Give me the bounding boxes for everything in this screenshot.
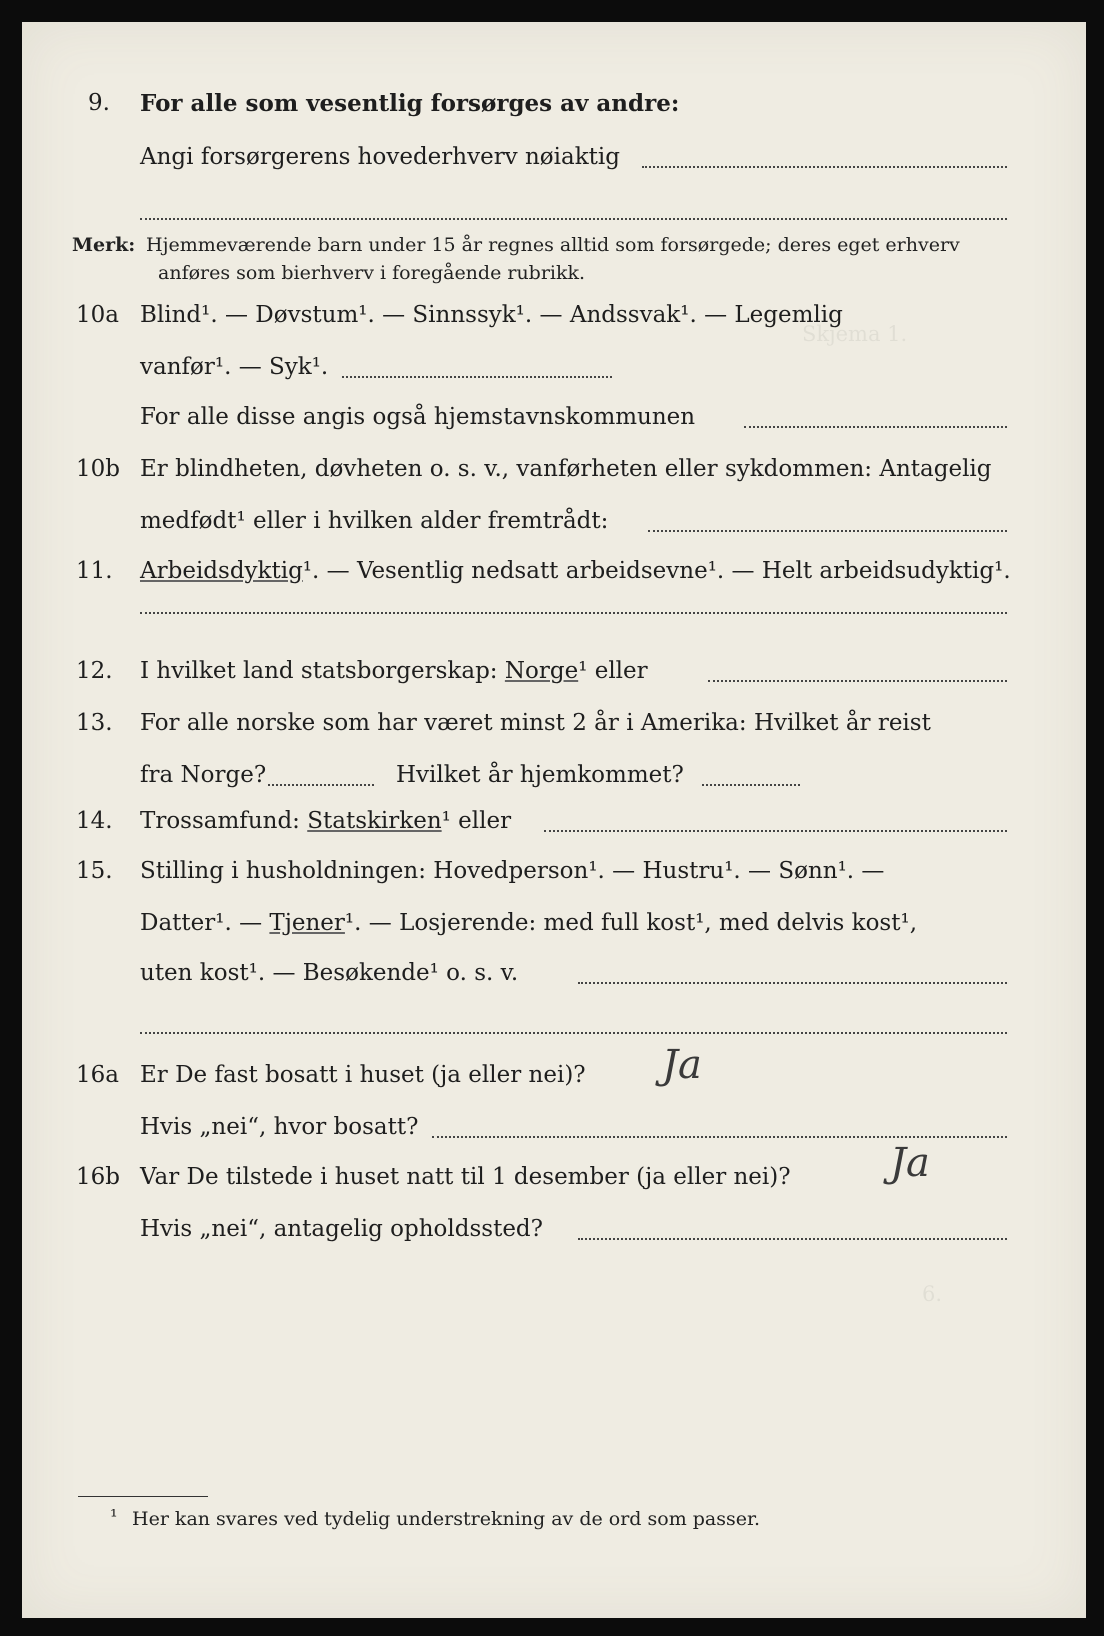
question-10a-line-3: For alle disse angis også hjemstavnskommunen [140, 404, 696, 430]
question-11-number: 11. [76, 558, 113, 584]
question-13-line-1: For alle norske som har været minst 2 år i Amerika: Hvilket år reist [140, 710, 931, 736]
answer-line-14[interactable] [544, 830, 1007, 832]
question-9-number: 9. [88, 90, 110, 116]
question-10a-line-2: vanfør¹. — Syk¹. [140, 354, 329, 380]
question-16b-number: 16b [76, 1164, 120, 1190]
merk-line-2: anføres som bierhverv i foregående rubrikk. [158, 262, 586, 284]
question-16b-line-1: Var De tilstede i huset natt til 1 desember (ja eller nei)? [140, 1164, 791, 1190]
question-10a-line-1: Blind¹. — Døvstum¹. — Sinnssyk¹. — Andssvak¹. — Legemlig [140, 302, 843, 328]
question-16b-line-2: Hvis „nei“, antagelig opholdssted? [140, 1216, 543, 1242]
question-15-line-3: uten kost¹. — Besøkende¹ o. s. v. [140, 960, 519, 986]
question-9-title: For alle som vesentlig forsørges av andre: [140, 90, 680, 117]
answer-line-15b[interactable] [140, 1032, 1007, 1034]
question-13-line-2a: fra Norge? [140, 762, 267, 788]
bleed-through-text: 6. [922, 1282, 943, 1306]
answer-line-9b[interactable] [140, 218, 1007, 220]
question-15-number: 15. [76, 858, 113, 884]
question-16a-line-2: Hvis „nei“, hvor bosatt? [140, 1114, 419, 1140]
question-14-number: 14. [76, 808, 113, 834]
question-10b-line-2: medfødt¹ eller i hvilken alder fremtrådt: [140, 508, 609, 534]
answer-line-10b[interactable] [648, 530, 1007, 532]
answer-line-13-hjemkommet[interactable] [702, 784, 800, 786]
question-10b-line-1: Er blindheten, døvheten o. s. v., vanførheten eller sykdommen: Antagelig [140, 456, 992, 482]
option-arbeidsdyktig[interactable]: Arbeidsdyktig [140, 558, 303, 584]
question-9-line: Angi forsørgerens hovederhverv nøiaktig [140, 144, 620, 170]
answer-line-10a-hjemstavn[interactable] [744, 426, 1007, 428]
answer-line-16b[interactable] [578, 1238, 1007, 1240]
question-16a-number: 16a [76, 1062, 119, 1088]
answer-line-10a[interactable] [342, 376, 612, 378]
footnote-mark: ¹ [110, 1506, 118, 1528]
question-12-number: 12. [76, 658, 113, 684]
footnote-text: Her kan svares ved tydelig understrekning av de ord som passer. [132, 1508, 761, 1530]
question-14-line: Trossamfund: Statskirken¹ eller [140, 808, 512, 834]
form-page [22, 22, 1086, 1618]
answer-line-13-reist[interactable] [268, 784, 374, 786]
footnote-rule [78, 1496, 208, 1497]
question-13-line-2b: Hvilket år hjemkommet? [396, 762, 684, 788]
handwritten-answer-16a[interactable]: Ja [662, 1042, 702, 1088]
bleed-through-text: Skjema 1. [802, 322, 908, 346]
merk-line-1: Hjemmeværende barn under 15 år regnes alltid som forsørgede; deres eget erhverv [146, 234, 960, 256]
question-16a-line-1: Er De fast bosatt i huset (ja eller nei)? [140, 1062, 586, 1088]
question-15-line-1: Stilling i husholdningen: Hovedperson¹. — Hustru¹. — Sønn¹. — [140, 858, 885, 884]
option-statskirken[interactable]: Statskirken [307, 808, 442, 834]
option-norge[interactable]: Norge [504, 658, 579, 684]
answer-line-16a[interactable] [432, 1136, 1007, 1138]
merk-label: Merk: [72, 234, 136, 256]
answer-line-11[interactable] [140, 612, 1007, 614]
answer-line-12[interactable] [708, 680, 1007, 682]
answer-line-15[interactable] [578, 982, 1007, 984]
question-10a-number: 10a [76, 302, 119, 328]
answer-line-9[interactable] [642, 166, 1007, 168]
question-11-line: Arbeidsdyktig¹. — Vesentlig nedsatt arbeidsevne¹. — Helt arbeidsudyktig¹. [140, 558, 1011, 584]
handwritten-answer-16b[interactable]: Ja [890, 1140, 930, 1186]
question-10b-number: 10b [76, 456, 120, 482]
question-15-line-2: Datter¹. — Tjener¹. — Losjerende: med full kost¹, med delvis kost¹, [140, 910, 918, 936]
question-13-number: 13. [76, 710, 113, 736]
option-tjener[interactable]: Tjener [269, 910, 345, 936]
question-12-line: I hvilket land statsborgerskap: Norge¹ eller [140, 658, 648, 684]
